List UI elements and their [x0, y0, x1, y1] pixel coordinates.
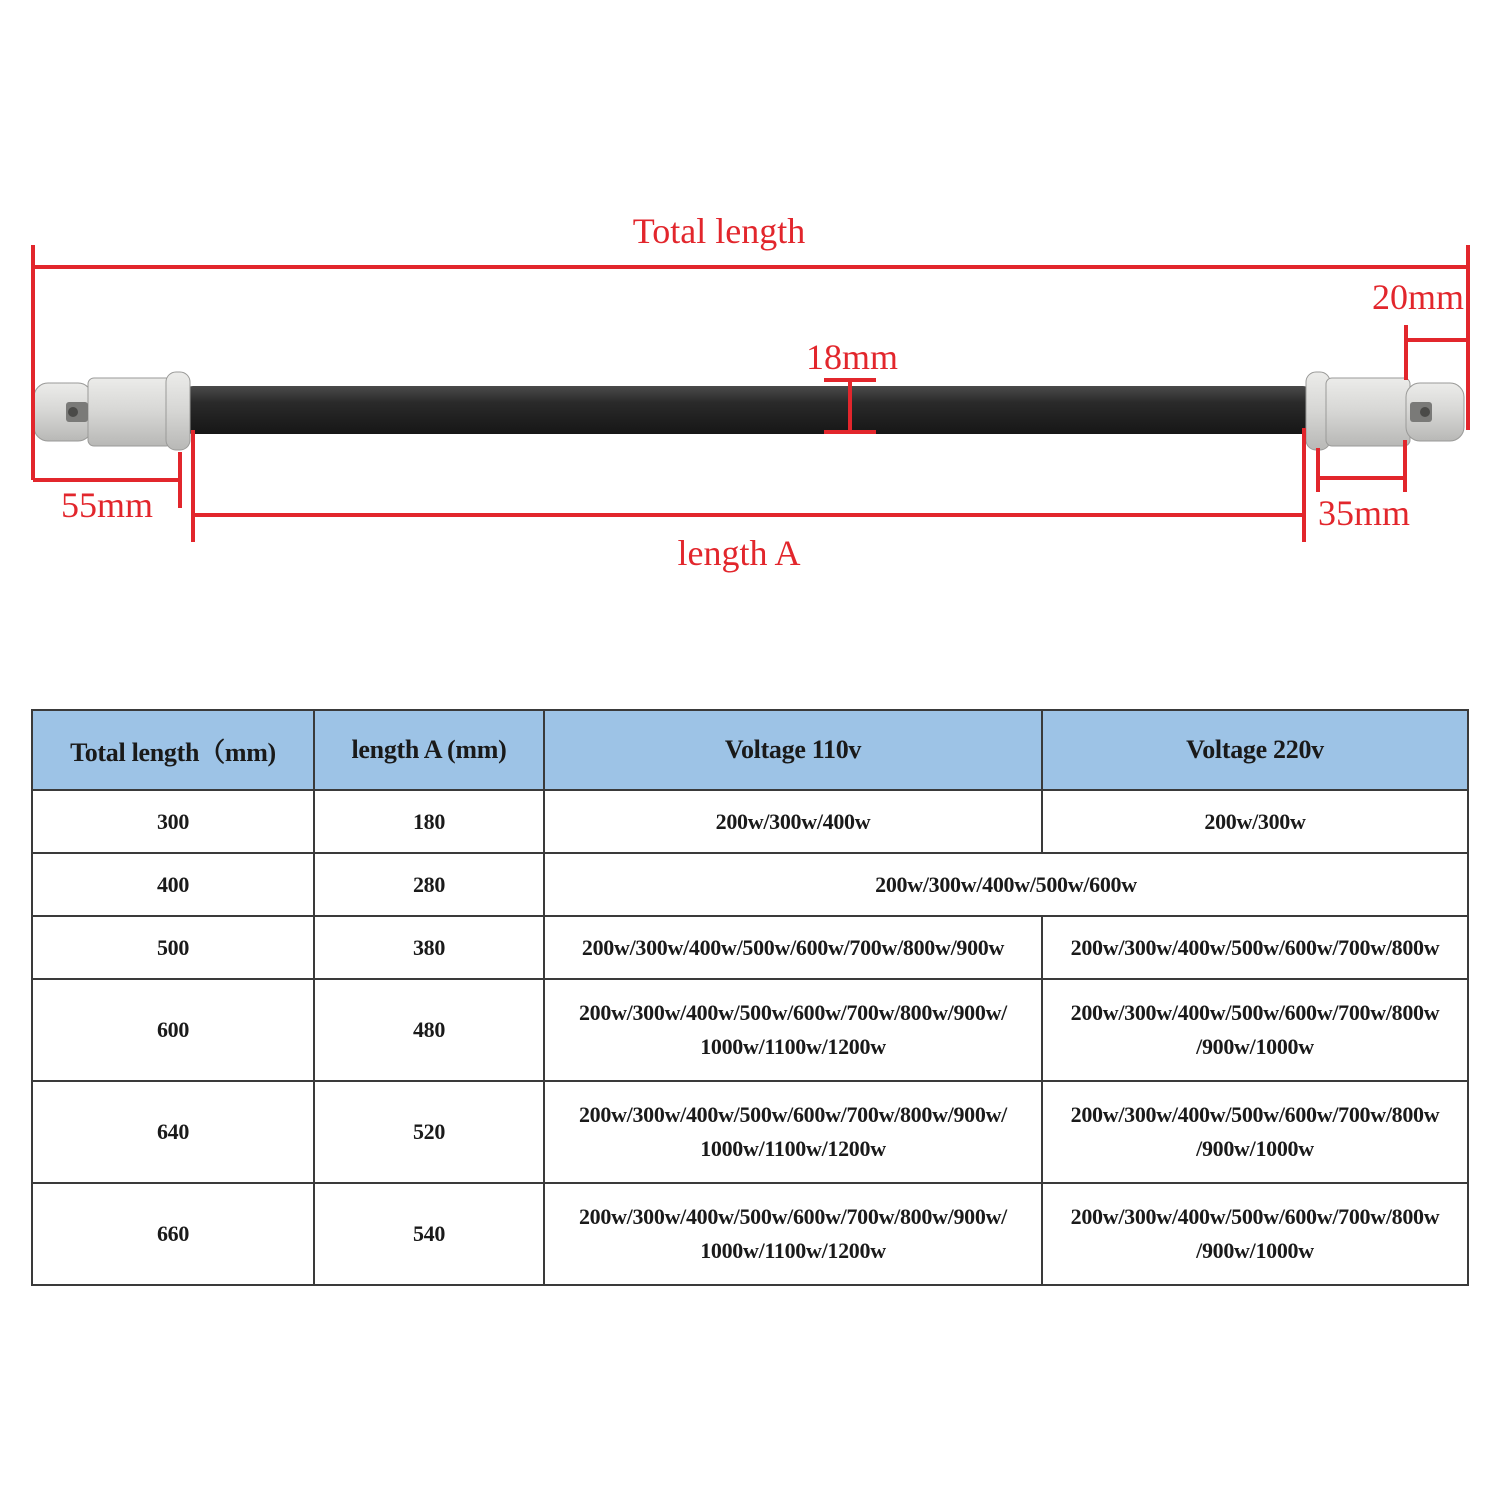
table-row: [32, 979, 1468, 1081]
cell-line: /900w/1000w: [1196, 1034, 1314, 1059]
header-voltage-110v: Voltage 110v: [544, 710, 1042, 790]
cell-length-a: 180: [314, 790, 544, 853]
header-voltage-220v: Voltage 220v: [1042, 710, 1468, 790]
length-a-label: length A: [677, 533, 801, 573]
cell-line: 200w/300w/400w/500w/600w/700w/800w/900w/: [578, 1204, 1007, 1229]
cell-line: 200w/300w/400w: [715, 808, 871, 834]
cell-voltage-110v: [544, 1081, 1042, 1183]
cell-voltage-220v: [1042, 916, 1468, 979]
cell-length-a: 280: [314, 853, 544, 916]
diameter-label: 18mm: [805, 337, 899, 377]
header-length-a: length A (mm): [314, 710, 544, 790]
cell-length-a: 540: [314, 1183, 544, 1285]
cell-voltage-220v: [1042, 979, 1468, 1081]
cell-total-length: 300: [32, 790, 314, 853]
table-row: [32, 790, 1468, 853]
cell-voltage-merged: [544, 853, 1468, 916]
cell-voltage-220v: [1042, 790, 1468, 853]
cell-line: 200w/300w: [1204, 808, 1306, 834]
cell-line: 200w/300w/400w/500w/600w/700w/800w/900w: [581, 934, 1005, 960]
cell-voltage-110v: [544, 790, 1042, 853]
cell-length-a: 480: [314, 979, 544, 1081]
cell-voltage-110v: [544, 916, 1042, 979]
header-total-length: Total length（mm): [32, 710, 314, 790]
cell-line: 200w/300w/400w/500w/600w/700w/800w/900w/: [578, 1102, 1007, 1127]
total-length-label: Total length: [632, 211, 806, 251]
cell-line: /900w/1000w: [1196, 1136, 1314, 1161]
cell-length-a: 520: [314, 1081, 544, 1183]
cell-line: 200w/300w/400w/500w/600w/700w/800w/900w/: [578, 1000, 1007, 1025]
cell-total-length: 640: [32, 1081, 314, 1183]
end-cap-label: 20mm: [1371, 277, 1465, 317]
cell-line: 1000w/1100w/1200w: [700, 1034, 886, 1059]
heater-dimension-diagram: [0, 0, 1500, 640]
table-row: [32, 916, 1468, 979]
cell-total-length: 660: [32, 1183, 314, 1285]
carbon-tube: [183, 386, 1313, 434]
table-row: [32, 853, 1468, 916]
cell-length-a: 380: [314, 916, 544, 979]
table-row: [32, 1081, 1468, 1183]
cell-total-length: 600: [32, 979, 314, 1081]
cell-voltage-110v: [544, 1183, 1042, 1285]
table-row: [32, 1183, 1468, 1285]
cell-line: 200w/300w/400w/500w/600w/700w/800w: [1070, 934, 1440, 960]
cell-line: /900w/1000w: [1196, 1238, 1314, 1263]
cell-total-length: 400: [32, 853, 314, 916]
table-header-row: [32, 710, 1468, 790]
spec-table: [31, 709, 1469, 1286]
right-terminal-label: 35mm: [1317, 493, 1411, 533]
cell-line: 200w/300w/400w/500w/600w/700w/800w: [1070, 1000, 1440, 1025]
cell-line: 200w/300w/400w/500w/600w/700w/800w: [1070, 1204, 1440, 1229]
cell-voltage-220v: [1042, 1183, 1468, 1285]
cell-total-length: 500: [32, 916, 314, 979]
cell-voltage-110v: [544, 979, 1042, 1081]
cell-line: 200w/300w/400w/500w/600w: [875, 871, 1137, 897]
heater-element: [34, 372, 1464, 450]
cell-line: 1000w/1100w/1200w: [700, 1238, 886, 1263]
cell-line: 200w/300w/400w/500w/600w/700w/800w: [1070, 1102, 1440, 1127]
left-ceramic-terminal: [34, 372, 190, 450]
right-ceramic-terminal: [1306, 372, 1464, 450]
left-terminal-label: 55mm: [60, 485, 154, 525]
cell-line: 1000w/1100w/1200w: [700, 1136, 886, 1161]
cell-voltage-220v: [1042, 1081, 1468, 1183]
